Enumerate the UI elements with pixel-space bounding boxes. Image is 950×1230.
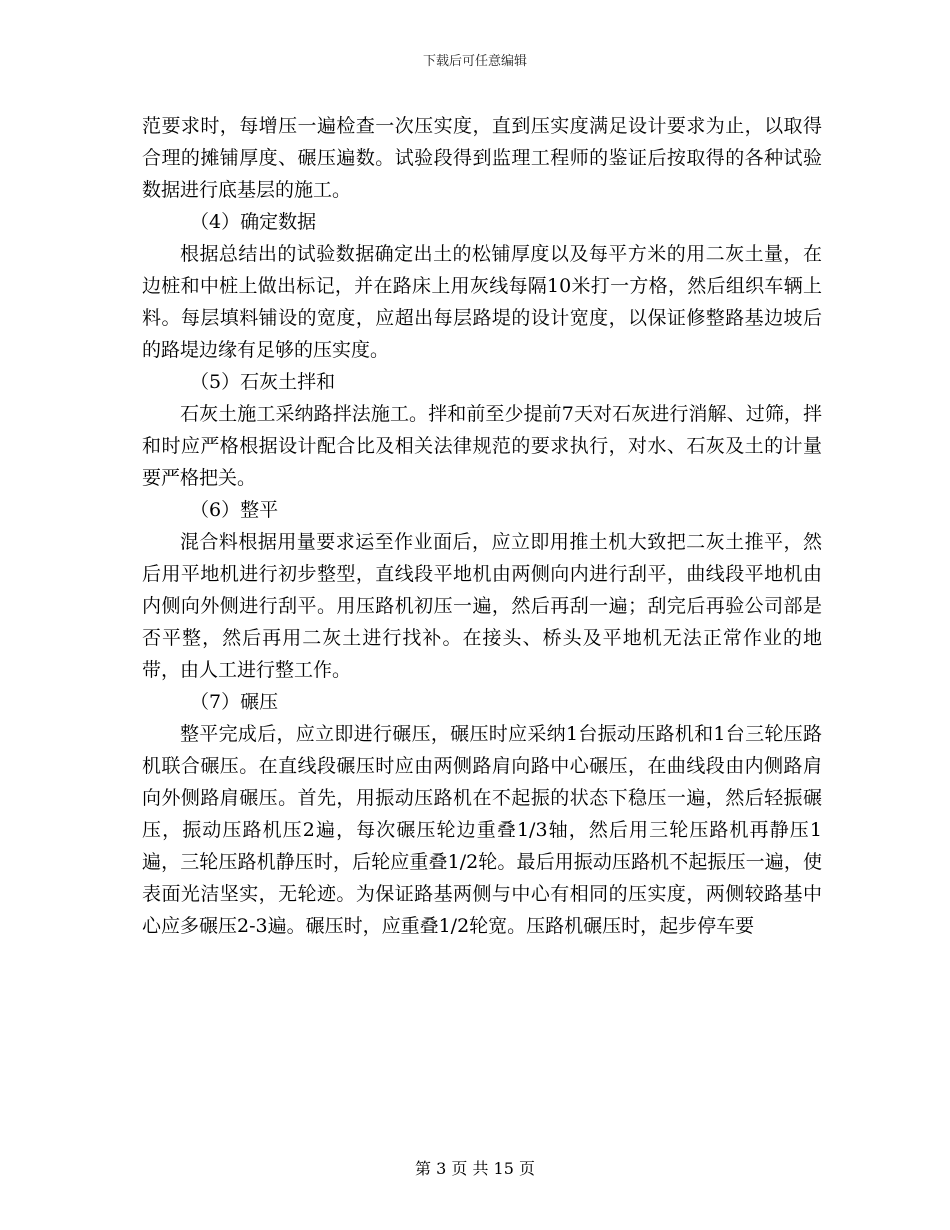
page-footer: 第 3 页 共 15 页 [415,1159,535,1178]
paragraph-rolling: 整平完成后，应立即进行碾压，碾压时应采纳1台振动压路机和1台三轮压路机联合碾压。在直线段碾压时应由两侧路肩向路中心碾压，在曲线段由内侧路肩向外侧路肩碾压。首先，用振动压路机在不起振的状态下稳压一遍，然后轻振碾压，振动压路机压2遍，每次碾压轮边重叠1/3轴，然后用三轮压路机再静压1遍，三轮压路机静压时，后轮应重叠1/2轮。最后用振动压路机不起振压一遍，使表面光洁坚实，无轮迹。为保证路基两侧与中心有相同的压实度，两侧较路基中心应多碾压2-3遍。碾压时，应重叠1/2轮宽。压路机碾压时，起步停车要 [142,723,822,937]
section-heading-7: （7）碾压 [190,691,279,713]
paragraph-leveling: 混合料根据用量要求运至作业面后，应立即用推土机大致把二灰土推平，然后用平地机进行初步整型，直线段平地机由两侧向内进行刮平，曲线段平地机由内侧向外侧进行刮平。用压路机初压一遍，然后再刮一遍；刮完后再验公司部是否平整，然后再用二灰土进行找补。在接头、桥头及平地机无法正常作业的地带，由人工进行整工作。 [142,531,822,681]
paragraph-lime-soil-mixing: 石灰土施工采纳路拌法施工。拌和前至少提前7天对石灰进行消解、过筛，拌和时应严格根据设计配合比及相关法律规范的要求执行，对水、石灰及土的计量要严格把关。 [142,403,822,489]
section-heading-4: （4）确定数据 [190,211,317,233]
document-body [142,110,822,942]
section-heading-6: （6）整平 [190,499,279,521]
section-heading-5: （5）石灰土拌和 [190,371,336,393]
paragraph-determine-data: 根据总结出的试验数据确定出土的松铺厚度以及每平方米的用二灰土量，在边桩和中桩上做出标记，并在路床上用灰线每隔10米打一方格，然后组织车辆上料。每层填料铺设的宽度，应超出每层路堤的设计宽度，以保证修整路基边坡后的路堤边缘有足够的压实度。 [142,243,822,361]
page-header: 下载后可任意编辑 [422,54,527,69]
paragraph-continued: 范要求时，每增压一遍检查一次压实度，直到压实度满足设计要求为止，以取得合理的摊铺厚度、碾压遍数。试验段得到监理工程师的鉴证后按取得的各种试验数据进行底基层的施工。 [142,115,822,201]
